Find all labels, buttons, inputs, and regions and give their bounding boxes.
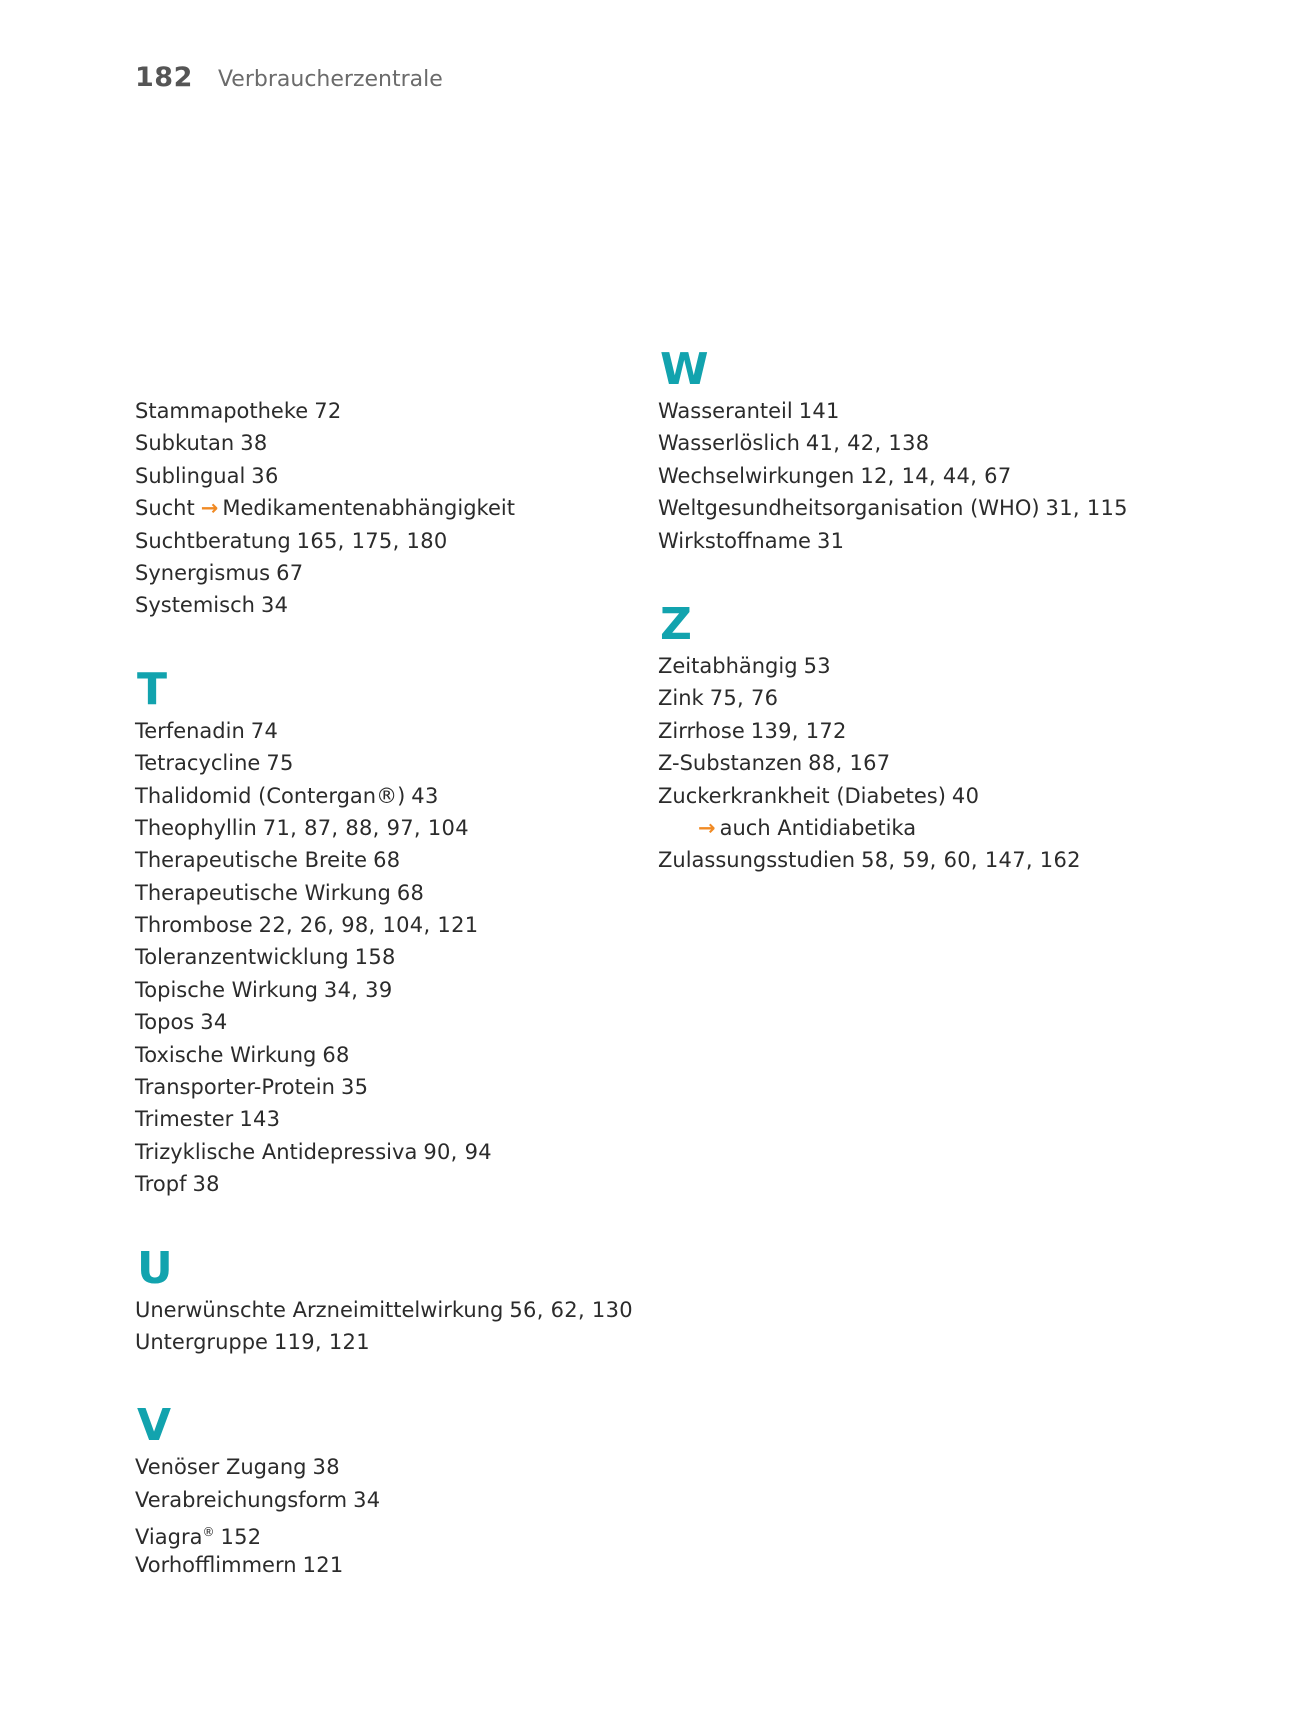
index-entry: Systemisch 34	[135, 593, 289, 618]
index-entry: Viagra® 152	[135, 1525, 262, 1550]
index-entry: Vorhofflimmern 121	[135, 1552, 344, 1577]
index-entry: Toxische Wirkung 68	[135, 1042, 350, 1067]
index-column-right	[658, 344, 1218, 922]
index-entry-see: Sucht → Medikamentenabhängigkeit	[135, 496, 515, 521]
page-header	[135, 62, 443, 93]
index-entry: Zuckerkrankheit (Diabetes) 40	[658, 783, 980, 808]
index-entry: Stammapotheke 72	[135, 399, 342, 423]
section-letter: U	[137, 1242, 173, 1294]
running-head: Verbraucherzentrale	[217, 67, 443, 92]
section-letter: Z	[660, 598, 692, 650]
index-section-v	[135, 1400, 695, 1581]
index-entry: Thalidomid (Contergan®) 43	[135, 783, 439, 808]
index-entry: Weltgesundheitsorganisation (WHO) 31, 115	[658, 496, 1128, 521]
index-entry: Venöser Zugang 38	[135, 1455, 340, 1480]
index-entry: Sublingual 36	[135, 463, 279, 488]
index-entry: Wechselwirkungen 12, 14, 44, 67	[658, 463, 1012, 488]
index-entry: Subkutan 38	[135, 431, 268, 456]
index-entry: Toleranzentwicklung 158	[135, 945, 396, 970]
arrow-right-icon: →	[698, 815, 716, 840]
see-reference: Medikamentenabhängigkeit	[222, 496, 515, 521]
index-entry: Topische Wirkung 34, 39	[135, 977, 393, 1002]
index-entry: Wirkstoffname 31	[658, 528, 845, 553]
index-entry: Therapeutische Breite 68	[135, 848, 401, 873]
index-entry: Thrombose 22, 26, 98, 104, 121	[135, 913, 479, 938]
index-section-t	[135, 663, 695, 1201]
index-section-u	[135, 1242, 695, 1359]
see-also-reference: auch Antidiabetika	[719, 815, 917, 840]
index-section-s	[135, 395, 695, 622]
index-entry-see-also	[658, 812, 1218, 844]
index-entry: Synergismus 67	[135, 560, 304, 585]
index-entry: Transporter-Protein 35	[135, 1075, 369, 1100]
index-entry: Trimester 143	[135, 1107, 281, 1132]
index-entry: Tetracycline 75	[135, 751, 294, 776]
section-letter: V	[137, 1400, 172, 1452]
index-entry: Suchtberatung 165, 175, 180	[135, 528, 448, 553]
index-entry: Verabreichungsform 34	[135, 1487, 381, 1512]
index-entry: Zink 75, 76	[658, 686, 779, 711]
index-entry: Terfenadin 74	[135, 718, 279, 743]
index-entry: Zeitabhängig 53	[658, 653, 831, 678]
index-entry: Tropf 38	[135, 1172, 220, 1197]
index-entry: Unerwünschte Arzneimittelwirkung 56, 62, 130	[135, 1297, 633, 1322]
index-section-z	[658, 598, 1218, 877]
index-entry: Trizyklische Antidepressiva 90, 94	[135, 1139, 492, 1164]
page-number: 182	[135, 62, 193, 93]
section-letter: W	[660, 344, 709, 395]
index-section-w	[658, 344, 1218, 557]
index-entry: Wasserlöslich 41, 42, 138	[658, 431, 930, 456]
index-entry: Theophyllin 71, 87, 88, 97, 104	[135, 815, 469, 840]
index-entry: Zulassungsstudien 58, 59, 60, 147, 162	[658, 848, 1081, 873]
index-entry: Wasseranteil 141	[658, 399, 840, 423]
index-column-left	[135, 395, 695, 1626]
index-entry: Untergruppe 119, 121	[135, 1329, 370, 1354]
section-letter: T	[137, 663, 168, 715]
index-entry: Z-Substanzen 88, 167	[658, 751, 891, 776]
index-entry: Topos 34	[135, 1010, 228, 1035]
index-entry: Zirrhose 139, 172	[658, 718, 847, 743]
arrow-right-icon: →	[200, 496, 219, 521]
index-entry: Therapeutische Wirkung 68	[135, 880, 425, 905]
registered-mark: ®	[202, 1525, 215, 1540]
